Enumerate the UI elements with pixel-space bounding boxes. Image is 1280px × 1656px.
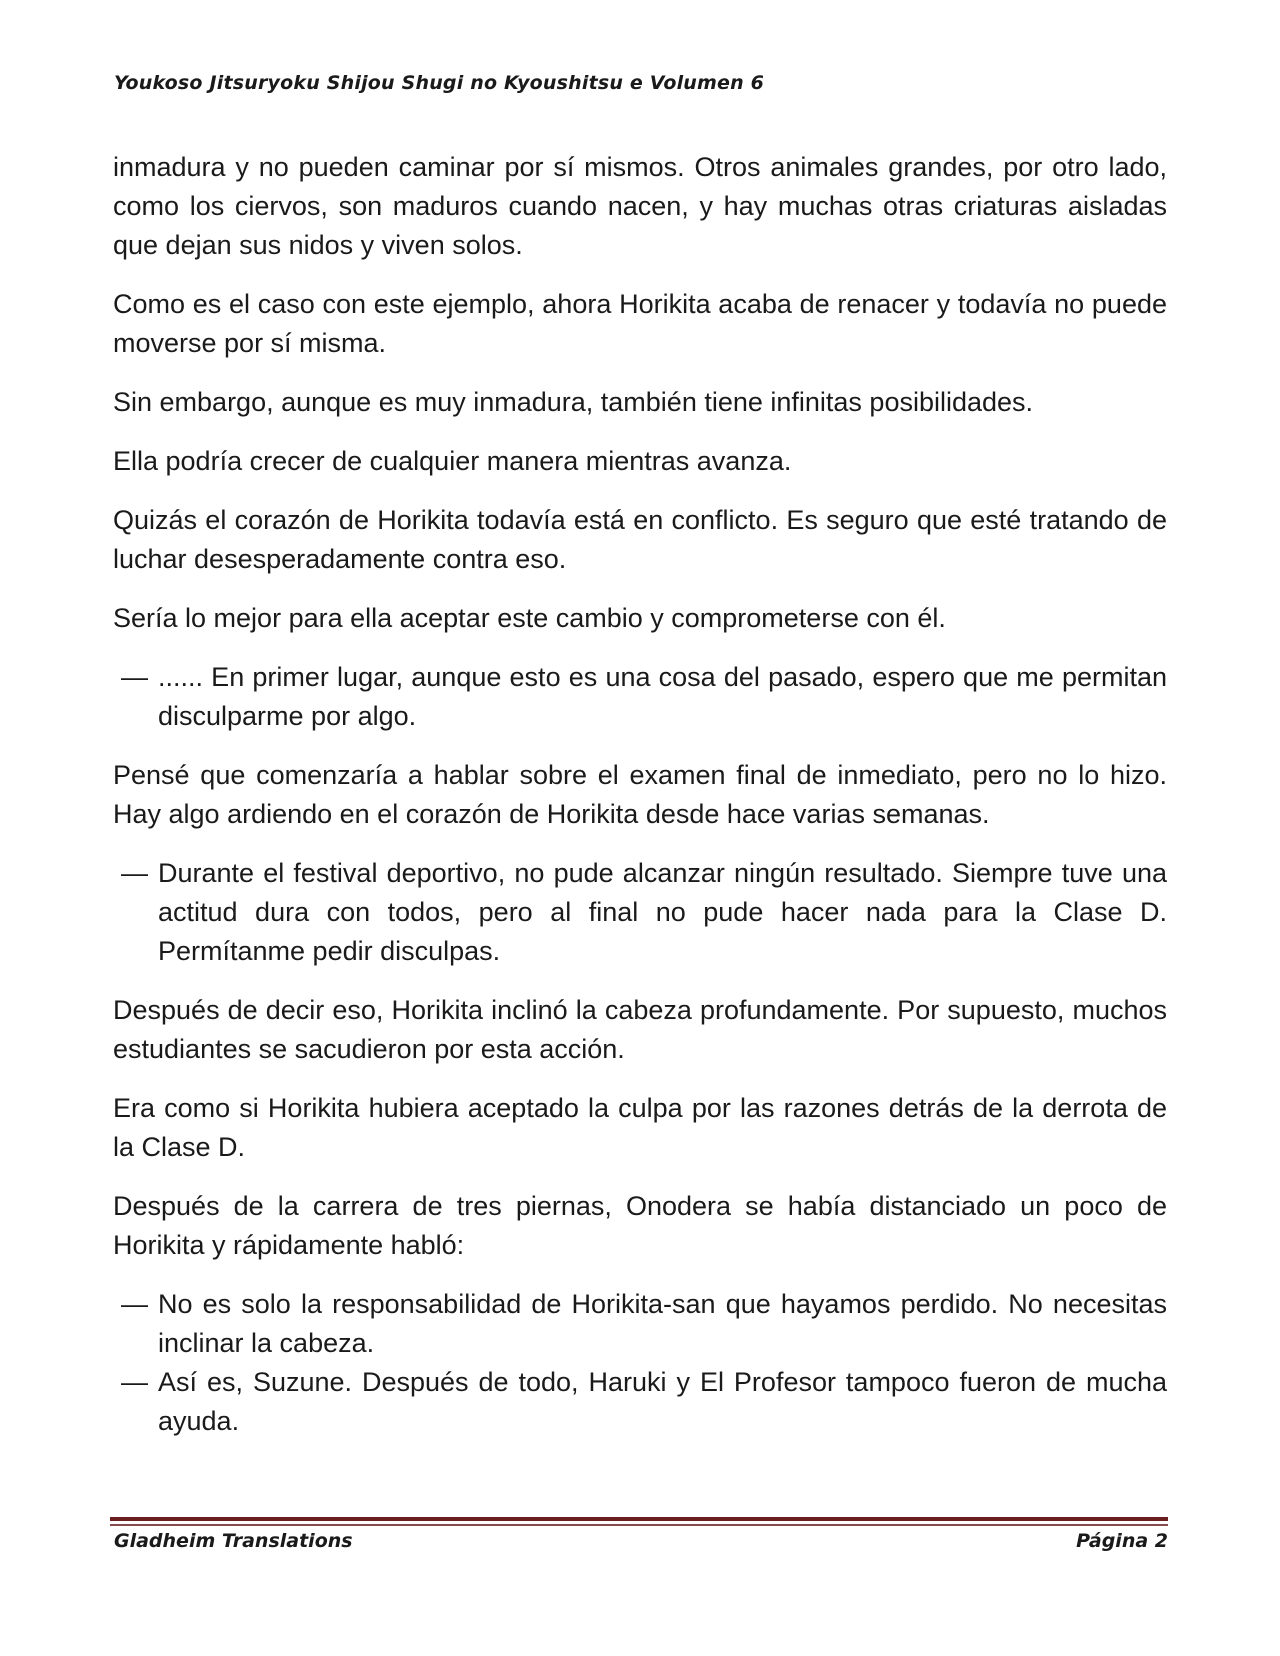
paragraph-6: Sería lo mejor para ella aceptar este cambio y comprometerse con él.	[113, 603, 946, 633]
dialogue-text-3: No es solo la responsabilidad de Horikita-san que hayamos perdido. No necesitas inclinar la cabeza.	[158, 1289, 1167, 1358]
page-body	[113, 148, 1167, 1441]
footer-rule-thin	[110, 1524, 1168, 1526]
dialogue-line-1	[113, 658, 1167, 736]
paragraph-3: Sin embargo, aunque es muy inmadura, también tiene infinitas posibilidades.	[113, 387, 1034, 417]
dialogue-dash: —	[121, 1367, 148, 1397]
dialogue-line-3	[113, 1285, 1167, 1363]
dialogue-dash: —	[121, 662, 148, 692]
dialogue-line-2	[113, 854, 1167, 971]
paragraph-4: Ella podría crecer de cualquier manera mientras avanza.	[113, 446, 792, 476]
dialogue-text-2: Durante el festival deportivo, no pude alcanzar ningún resultado. Siempre tuve una actitud dura con todos, pero al final no pude hacer nada para la Clase D. Permítanme pedir disculpas.	[158, 858, 1167, 966]
dialogue-text-4: Así es, Suzune. Después de todo, Haruki y El Profesor tampoco fueron de mucha ayuda.	[158, 1367, 1167, 1436]
dialogue-line-4	[113, 1363, 1167, 1441]
dialogue-text-1: ...... En primer lugar, aunque esto es una cosa del pasado, espero que me permitan disculparme por algo.	[158, 662, 1167, 731]
paragraph-10: Después de la carrera de tres piernas, Onodera se había distanciado un poco de Horikita y rápidamente habló:	[113, 1191, 1167, 1260]
paragraph-1: inmadura y no pueden caminar por sí mismos. Otros animales grandes, por otro lado, como los ciervos, son maduros cuando nacen, y hay muchas otras criaturas aisladas que dejan sus nidos y viven solos.	[113, 152, 1167, 260]
paragraph-7: Pensé que comenzaría a hablar sobre el examen final de inmediato, pero no lo hizo. Hay algo ardiendo en el corazón de Horikita desde hace varias semanas.	[113, 760, 1167, 829]
footer-publisher: Gladheim Translations	[114, 1530, 353, 1552]
paragraph-8: Después de decir eso, Horikita inclinó la cabeza profundamente. Por supuesto, muchos estudiantes se sacudieron por esta acción.	[113, 995, 1167, 1064]
footer-rule	[110, 1517, 1168, 1521]
dialogue-dash: —	[121, 858, 148, 888]
paragraph-5: Quizás el corazón de Horikita todavía está en conflicto. Es seguro que esté tratando de luchar desesperadamente contra eso.	[113, 505, 1167, 574]
running-header: Youkoso Jitsuryoku Shijou Shugi no Kyoushitsu e Volumen 6	[114, 72, 765, 94]
dialogue-dash: —	[121, 1289, 148, 1319]
paragraph-2: Como es el caso con este ejemplo, ahora Horikita acaba de renacer y todavía no puede moverse por sí misma.	[113, 289, 1167, 358]
paragraph-9: Era como si Horikita hubiera aceptado la culpa por las razones detrás de la derrota de la Clase D.	[113, 1093, 1167, 1162]
footer-page-number: Página 2	[1076, 1530, 1168, 1552]
